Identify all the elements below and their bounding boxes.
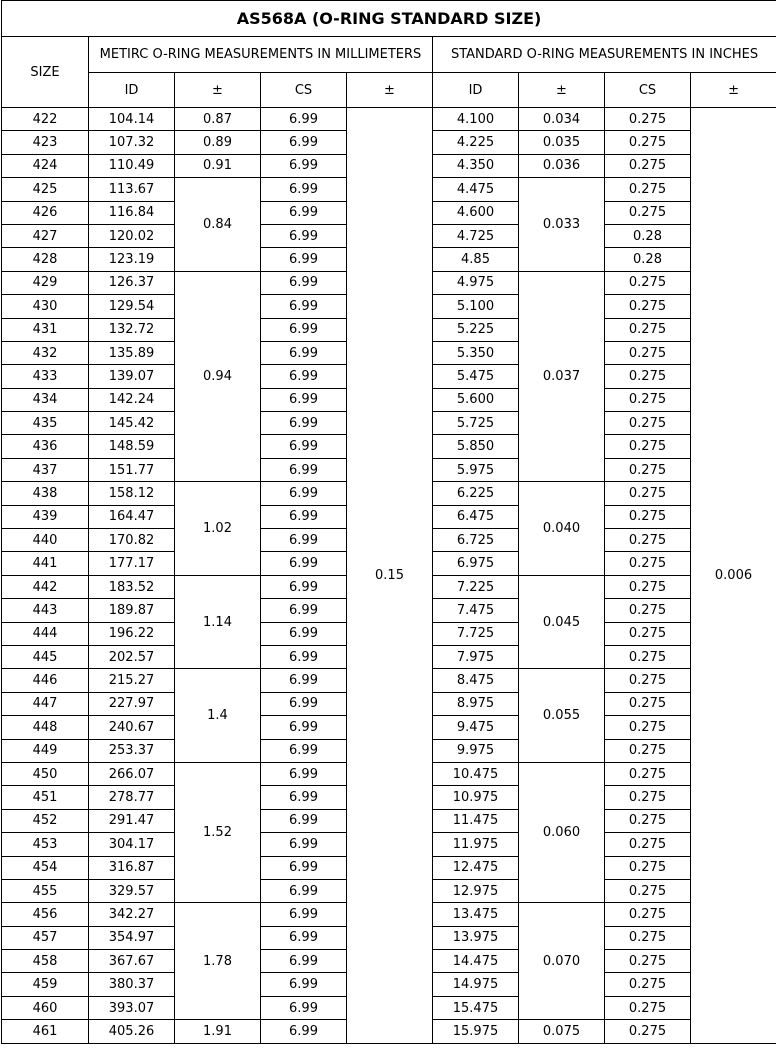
mm-cs-cell: 6.99 (261, 529, 347, 552)
in-cs-header: CS (605, 73, 691, 108)
in-id-cell: 8.475 (433, 669, 519, 692)
mm-id-cell: 329.57 (89, 879, 175, 902)
in-id-cell: 7.975 (433, 645, 519, 668)
in-cs-cell: 0.275 (605, 575, 691, 598)
mm-cs-cell: 6.99 (261, 341, 347, 364)
in-cs-cell: 0.275 (605, 856, 691, 879)
size-cell: 442 (2, 575, 89, 598)
mm-cs-cell: 6.99 (261, 833, 347, 856)
in-id-tol-cell: 0.075 (519, 1020, 605, 1043)
in-cs-cell: 0.275 (605, 108, 691, 131)
mm-id-cell: 120.02 (89, 224, 175, 247)
in-id-tol-cell: 0.055 (519, 669, 605, 763)
mm-cs-cell: 6.99 (261, 973, 347, 996)
mm-id-cell: 189.87 (89, 599, 175, 622)
mm-id-cell: 380.37 (89, 973, 175, 996)
size-cell: 451 (2, 786, 89, 809)
mm-id-header: ID (89, 73, 175, 108)
mm-id-cell: 215.27 (89, 669, 175, 692)
size-cell: 448 (2, 716, 89, 739)
mm-cs-cell: 6.99 (261, 599, 347, 622)
in-id-cell: 4.475 (433, 178, 519, 201)
size-cell: 441 (2, 552, 89, 575)
in-id-tol-cell: 0.070 (519, 903, 605, 1020)
in-id-tol-cell: 0.060 (519, 762, 605, 902)
in-id-cell: 4.600 (433, 201, 519, 224)
in-id-cell: 10.475 (433, 762, 519, 785)
mm-id-cell: 164.47 (89, 505, 175, 528)
in-id-cell: 13.975 (433, 926, 519, 949)
in-cs-cell: 0.275 (605, 833, 691, 856)
mm-id-cell: 135.89 (89, 341, 175, 364)
in-cs-cell: 0.275 (605, 435, 691, 458)
mm-id-cell: 316.87 (89, 856, 175, 879)
in-id-tol-header: ± (519, 73, 605, 108)
size-cell: 456 (2, 903, 89, 926)
mm-cs-cell: 6.99 (261, 1020, 347, 1043)
mm-cs-cell: 6.99 (261, 879, 347, 902)
mm-id-cell: 104.14 (89, 108, 175, 131)
in-cs-cell: 0.275 (605, 505, 691, 528)
mm-id-tol-cell: 0.91 (175, 154, 261, 177)
in-cs-cell: 0.275 (605, 786, 691, 809)
in-cs-tol-cell: 0.006 (691, 108, 776, 1044)
mm-id-cell: 354.97 (89, 926, 175, 949)
in-cs-cell: 0.275 (605, 318, 691, 341)
in-id-cell: 13.475 (433, 903, 519, 926)
in-cs-cell: 0.275 (605, 903, 691, 926)
size-cell: 446 (2, 669, 89, 692)
in-cs-cell: 0.275 (605, 154, 691, 177)
in-id-cell: 12.975 (433, 879, 519, 902)
mm-id-cell: 139.07 (89, 365, 175, 388)
mm-id-cell: 253.37 (89, 739, 175, 762)
in-id-header: ID (433, 73, 519, 108)
mm-id-cell: 291.47 (89, 809, 175, 832)
mm-id-cell: 266.07 (89, 762, 175, 785)
mm-cs-cell: 6.99 (261, 669, 347, 692)
in-cs-cell: 0.275 (605, 178, 691, 201)
mm-cs-tol-header: ± (347, 73, 433, 108)
mm-id-cell: 123.19 (89, 248, 175, 271)
mm-cs-cell: 6.99 (261, 388, 347, 411)
in-cs-cell: 0.275 (605, 879, 691, 902)
in-cs-cell: 0.275 (605, 762, 691, 785)
in-cs-cell: 0.275 (605, 131, 691, 154)
mm-id-tol-cell: 1.14 (175, 575, 261, 669)
in-id-cell: 5.975 (433, 458, 519, 481)
in-cs-cell: 0.275 (605, 599, 691, 622)
size-cell: 431 (2, 318, 89, 341)
mm-id-cell: 142.24 (89, 388, 175, 411)
mm-cs-cell: 6.99 (261, 365, 347, 388)
in-cs-cell: 0.275 (605, 341, 691, 364)
mm-id-cell: 148.59 (89, 435, 175, 458)
size-cell: 447 (2, 692, 89, 715)
in-id-tol-cell: 0.040 (519, 482, 605, 576)
mm-id-cell: 393.07 (89, 996, 175, 1019)
size-cell: 424 (2, 154, 89, 177)
mm-id-tol-cell: 1.02 (175, 482, 261, 576)
size-cell: 461 (2, 1020, 89, 1043)
in-cs-cell: 0.275 (605, 739, 691, 762)
in-id-cell: 9.975 (433, 739, 519, 762)
mm-id-tol-cell: 0.87 (175, 108, 261, 131)
in-cs-cell: 0.275 (605, 669, 691, 692)
size-cell: 435 (2, 412, 89, 435)
size-cell: 452 (2, 809, 89, 832)
mm-cs-header: CS (261, 73, 347, 108)
in-id-tol-cell: 0.034 (519, 108, 605, 131)
in-id-cell: 6.225 (433, 482, 519, 505)
in-id-cell: 4.85 (433, 248, 519, 271)
mm-id-cell: 342.27 (89, 903, 175, 926)
mm-id-tol-cell: 0.84 (175, 178, 261, 272)
mm-cs-cell: 6.99 (261, 552, 347, 575)
size-cell: 426 (2, 201, 89, 224)
mm-cs-tol-cell: 0.15 (347, 108, 433, 1044)
in-cs-cell: 0.275 (605, 271, 691, 294)
in-id-tol-cell: 0.035 (519, 131, 605, 154)
size-cell: 434 (2, 388, 89, 411)
size-cell: 425 (2, 178, 89, 201)
in-cs-cell: 0.275 (605, 645, 691, 668)
in-id-cell: 4.225 (433, 131, 519, 154)
in-id-cell: 12.475 (433, 856, 519, 879)
mm-id-cell: 145.42 (89, 412, 175, 435)
in-cs-cell: 0.275 (605, 1020, 691, 1043)
size-cell: 455 (2, 879, 89, 902)
mm-cs-cell: 6.99 (261, 295, 347, 318)
in-cs-cell: 0.275 (605, 973, 691, 996)
in-id-cell: 4.975 (433, 271, 519, 294)
mm-cs-cell: 6.99 (261, 926, 347, 949)
mm-id-cell: 367.67 (89, 950, 175, 973)
in-cs-cell: 0.28 (605, 224, 691, 247)
in-id-cell: 4.725 (433, 224, 519, 247)
mm-id-cell: 177.17 (89, 552, 175, 575)
size-cell: 439 (2, 505, 89, 528)
mm-cs-cell: 6.99 (261, 739, 347, 762)
mm-id-tol-cell: 1.4 (175, 669, 261, 763)
in-id-tol-cell: 0.037 (519, 271, 605, 482)
mm-cs-cell: 6.99 (261, 786, 347, 809)
in-cs-cell: 0.275 (605, 622, 691, 645)
mm-cs-cell: 6.99 (261, 271, 347, 294)
in-id-cell: 11.975 (433, 833, 519, 856)
size-header: SIZE (2, 37, 89, 108)
mm-id-cell: 132.72 (89, 318, 175, 341)
mm-id-cell: 196.22 (89, 622, 175, 645)
mm-id-tol-cell: 0.89 (175, 131, 261, 154)
in-cs-cell: 0.275 (605, 529, 691, 552)
mm-id-cell: 126.37 (89, 271, 175, 294)
size-cell: 422 (2, 108, 89, 131)
in-id-cell: 5.850 (433, 435, 519, 458)
mm-id-cell: 227.97 (89, 692, 175, 715)
mm-cs-cell: 6.99 (261, 178, 347, 201)
in-id-tol-cell: 0.045 (519, 575, 605, 669)
mm-cs-cell: 6.99 (261, 108, 347, 131)
in-id-cell: 5.475 (433, 365, 519, 388)
mm-id-cell: 183.52 (89, 575, 175, 598)
size-cell: 450 (2, 762, 89, 785)
table-row (2, 108, 776, 131)
in-id-cell: 15.475 (433, 996, 519, 1019)
mm-cs-cell: 6.99 (261, 131, 347, 154)
mm-id-cell: 113.67 (89, 178, 175, 201)
in-id-cell: 14.475 (433, 950, 519, 973)
mm-cs-cell: 6.99 (261, 622, 347, 645)
in-cs-cell: 0.275 (605, 809, 691, 832)
size-cell: 438 (2, 482, 89, 505)
mm-cs-cell: 6.99 (261, 435, 347, 458)
size-cell: 443 (2, 599, 89, 622)
mm-id-cell: 107.32 (89, 131, 175, 154)
in-id-cell: 15.975 (433, 1020, 519, 1043)
in-id-cell: 9.475 (433, 716, 519, 739)
mm-id-cell: 116.84 (89, 201, 175, 224)
mm-cs-cell: 6.99 (261, 201, 347, 224)
mm-cs-cell: 6.99 (261, 762, 347, 785)
in-id-cell: 5.350 (433, 341, 519, 364)
mm-cs-cell: 6.99 (261, 809, 347, 832)
mm-cs-cell: 6.99 (261, 716, 347, 739)
size-cell: 444 (2, 622, 89, 645)
mm-cs-cell: 6.99 (261, 224, 347, 247)
mm-cs-cell: 6.99 (261, 645, 347, 668)
size-cell: 428 (2, 248, 89, 271)
size-cell: 433 (2, 365, 89, 388)
in-id-cell: 5.225 (433, 318, 519, 341)
in-id-cell: 8.975 (433, 692, 519, 715)
table-body (2, 108, 776, 1044)
in-id-cell: 4.100 (433, 108, 519, 131)
in-id-cell: 7.225 (433, 575, 519, 598)
mm-id-cell: 151.77 (89, 458, 175, 481)
size-cell: 423 (2, 131, 89, 154)
in-id-cell: 7.475 (433, 599, 519, 622)
mm-cs-cell: 6.99 (261, 950, 347, 973)
mm-id-cell: 170.82 (89, 529, 175, 552)
in-cs-cell: 0.275 (605, 412, 691, 435)
size-cell: 459 (2, 973, 89, 996)
mm-cs-cell: 6.99 (261, 575, 347, 598)
in-id-cell: 11.475 (433, 809, 519, 832)
mm-id-cell: 278.77 (89, 786, 175, 809)
in-cs-cell: 0.275 (605, 552, 691, 575)
size-cell: 457 (2, 926, 89, 949)
mm-id-cell: 240.67 (89, 716, 175, 739)
inch-group-header: STANDARD O-RING MEASUREMENTS IN INCHES (433, 37, 776, 73)
size-cell: 449 (2, 739, 89, 762)
mm-cs-cell: 6.99 (261, 248, 347, 271)
mm-id-cell: 158.12 (89, 482, 175, 505)
mm-cs-cell: 6.99 (261, 692, 347, 715)
in-cs-cell: 0.275 (605, 482, 691, 505)
in-cs-cell: 0.275 (605, 716, 691, 739)
size-cell: 445 (2, 645, 89, 668)
mm-cs-cell: 6.99 (261, 505, 347, 528)
mm-cs-cell: 6.99 (261, 996, 347, 1019)
mm-id-tol-cell: 1.78 (175, 903, 261, 1020)
in-id-cell: 6.975 (433, 552, 519, 575)
metric-group-header: METIRC O-RING MEASUREMENTS IN MILLIMETERS (89, 37, 433, 73)
mm-cs-cell: 6.99 (261, 412, 347, 435)
size-cell: 429 (2, 271, 89, 294)
mm-id-cell: 129.54 (89, 295, 175, 318)
in-id-tol-cell: 0.033 (519, 178, 605, 272)
in-cs-cell: 0.275 (605, 201, 691, 224)
in-cs-cell: 0.275 (605, 926, 691, 949)
mm-id-tol-cell: 1.52 (175, 762, 261, 902)
in-cs-cell: 0.28 (605, 248, 691, 271)
in-cs-cell: 0.275 (605, 692, 691, 715)
size-cell: 454 (2, 856, 89, 879)
in-cs-cell: 0.275 (605, 388, 691, 411)
in-cs-cell: 0.275 (605, 950, 691, 973)
size-cell: 430 (2, 295, 89, 318)
in-id-cell: 14.975 (433, 973, 519, 996)
mm-cs-cell: 6.99 (261, 458, 347, 481)
in-id-tol-cell: 0.036 (519, 154, 605, 177)
mm-id-tol-cell: 1.91 (175, 1020, 261, 1043)
size-cell: 432 (2, 341, 89, 364)
in-cs-cell: 0.275 (605, 458, 691, 481)
size-cell: 460 (2, 996, 89, 1019)
in-id-cell: 5.725 (433, 412, 519, 435)
in-id-cell: 7.725 (433, 622, 519, 645)
mm-cs-cell: 6.99 (261, 318, 347, 341)
in-cs-tol-header: ± (691, 73, 776, 108)
mm-cs-cell: 6.99 (261, 482, 347, 505)
mm-id-cell: 202.57 (89, 645, 175, 668)
in-id-cell: 4.350 (433, 154, 519, 177)
mm-id-cell: 405.26 (89, 1020, 175, 1043)
mm-cs-cell: 6.99 (261, 903, 347, 926)
mm-cs-cell: 6.99 (261, 856, 347, 879)
size-cell: 436 (2, 435, 89, 458)
mm-id-tol-cell: 0.94 (175, 271, 261, 482)
in-id-cell: 5.100 (433, 295, 519, 318)
size-cell: 458 (2, 950, 89, 973)
mm-id-cell: 304.17 (89, 833, 175, 856)
oring-size-table (1, 0, 776, 1044)
table-title: AS568A (O-RING STANDARD SIZE) (2, 1, 776, 37)
size-cell: 440 (2, 529, 89, 552)
size-cell: 437 (2, 458, 89, 481)
mm-cs-cell: 6.99 (261, 154, 347, 177)
in-cs-cell: 0.275 (605, 295, 691, 318)
size-cell: 427 (2, 224, 89, 247)
size-cell: 453 (2, 833, 89, 856)
in-id-cell: 10.975 (433, 786, 519, 809)
mm-id-tol-header: ± (175, 73, 261, 108)
in-cs-cell: 0.275 (605, 365, 691, 388)
in-id-cell: 5.600 (433, 388, 519, 411)
in-cs-cell: 0.275 (605, 996, 691, 1019)
in-id-cell: 6.725 (433, 529, 519, 552)
in-id-cell: 6.475 (433, 505, 519, 528)
mm-id-cell: 110.49 (89, 154, 175, 177)
